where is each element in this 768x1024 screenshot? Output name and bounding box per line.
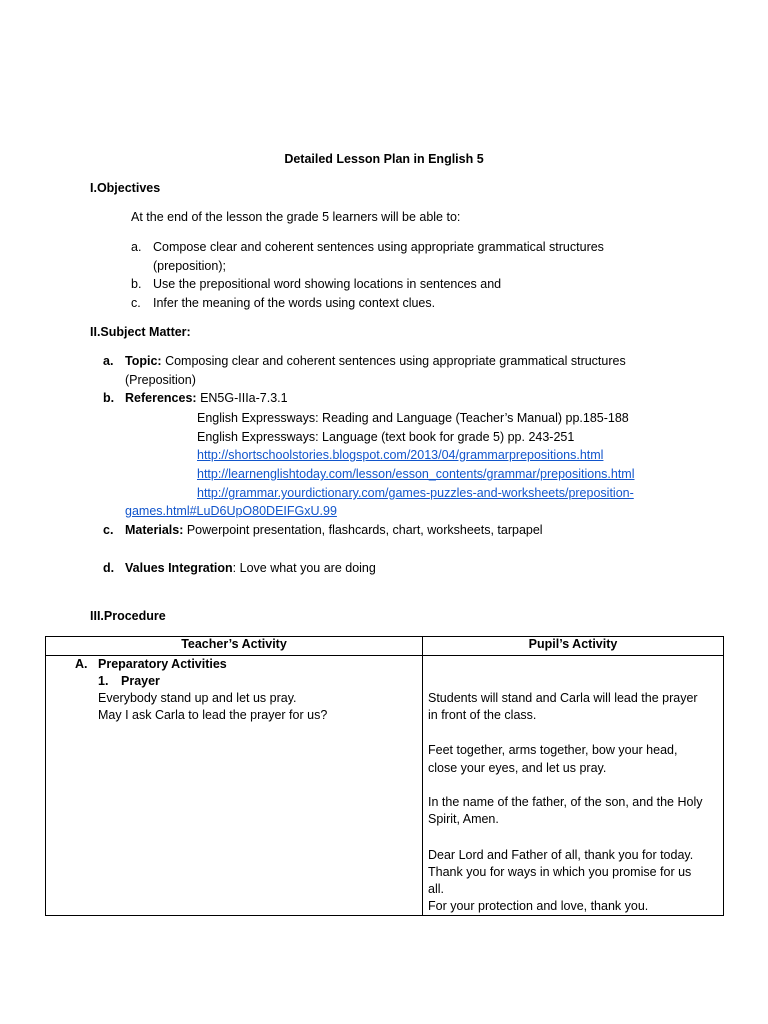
- materials-marker: c.: [103, 523, 114, 537]
- references-code: EN5G-IIIa-7.3.1: [200, 391, 288, 405]
- reference-book-2: English Expressways: Language (text book for grade 5) pp. 243-251: [197, 430, 575, 444]
- pupil-line-3: Feet together, arms together, bow your head,: [428, 743, 678, 757]
- values-line: [125, 561, 376, 575]
- reference-link-2[interactable]: http://learnenglishtoday.com/lesson/esson_contents/grammar/prepositions.html: [197, 467, 635, 481]
- pupil-line-5: In the name of the father, of the son, and the Holy: [428, 795, 703, 809]
- procedure-table-row: [46, 656, 724, 916]
- section-label: Preparatory Activities: [98, 657, 227, 671]
- reference-link-3-continued[interactable]: games.html#LuD6UpO80DEIFGxU.99: [125, 504, 337, 518]
- pupil-line-6: Spirit, Amen.: [428, 812, 499, 826]
- procedure-table: [45, 636, 724, 916]
- teacher-line-1: Everybody stand up and let us pray.: [98, 691, 297, 705]
- topic-text-continued: (Preposition): [125, 373, 196, 387]
- reference-link-3[interactable]: http://grammar.yourdictionary.com/games-puzzles-and-worksheets/preposition-: [197, 486, 634, 500]
- reference-link-1[interactable]: http://shortschoolstories.blogspot.com/2013/04/grammarprepositions.html: [197, 448, 604, 462]
- values-marker: d.: [103, 561, 115, 575]
- references-label: References:: [125, 391, 197, 405]
- teacher-activity-header: Teacher’s Activity: [46, 637, 423, 656]
- procedure-table-header: [46, 637, 724, 656]
- objective-a-line-1: Compose clear and coherent sentences using appropriate grammatical structures: [153, 240, 604, 254]
- objective-b-marker: b.: [131, 277, 142, 291]
- pupil-line-10: For your protection and love, thank you.: [428, 899, 649, 913]
- pupil-line-7: Dear Lord and Father of all, thank you for today.: [428, 848, 694, 862]
- pupil-line-8: Thank you for ways in which you promise for us: [428, 865, 692, 879]
- pupil-activity-cell: [423, 656, 724, 916]
- procedure-heading: III.Procedure: [90, 609, 166, 623]
- pupil-line-2: in front of the class.: [428, 708, 537, 722]
- subject-matter-heading: II.Subject Matter:: [90, 325, 191, 339]
- materials-line: [125, 523, 543, 537]
- pupil-line-9: all.: [428, 882, 444, 896]
- objectives-intro: At the end of the lesson the grade 5 learners will be able to:: [131, 210, 461, 224]
- section-marker: A.: [75, 657, 88, 671]
- pupil-line-1: Students will stand and Carla will lead the prayer: [428, 691, 698, 705]
- document-title: Detailed Lesson Plan in English 5: [284, 152, 484, 166]
- topic-label: Topic:: [125, 354, 162, 368]
- topic-text: Composing clear and coherent sentences using appropriate grammatical structures: [165, 354, 626, 368]
- pupil-line-4: close your eyes, and let us pray.: [428, 761, 607, 775]
- pupil-activity-header: Pupil’s Activity: [423, 637, 724, 656]
- objective-b-line-1: Use the prepositional word showing locations in sentences and: [153, 277, 502, 291]
- topic-marker: a.: [103, 354, 114, 368]
- references-line: [125, 391, 288, 405]
- objective-a-line-2: (preposition);: [153, 259, 226, 273]
- materials-label: Materials:: [125, 523, 184, 537]
- values-text: : Love what you are doing: [232, 561, 376, 575]
- topic-line: [125, 354, 626, 368]
- objectives-heading: I.Objectives: [90, 181, 161, 195]
- references-marker: b.: [103, 391, 115, 405]
- objective-a-marker: a.: [131, 240, 142, 254]
- objective-c-marker: c.: [131, 296, 141, 310]
- step-marker: 1.: [98, 674, 109, 688]
- teacher-line-2: May I ask Carla to lead the prayer for us?: [98, 708, 328, 722]
- reference-book-1: English Expressways: Reading and Language (Teacher’s Manual) pp.185-188: [197, 411, 629, 425]
- teacher-activity-cell: [46, 656, 423, 916]
- step-label: Prayer: [121, 674, 160, 688]
- objective-c-line-1: Infer the meaning of the words using context clues.: [153, 296, 436, 310]
- values-label: Values Integration: [125, 561, 233, 575]
- materials-text: Powerpoint presentation, flashcards, chart, worksheets, tarpapel: [186, 523, 543, 537]
